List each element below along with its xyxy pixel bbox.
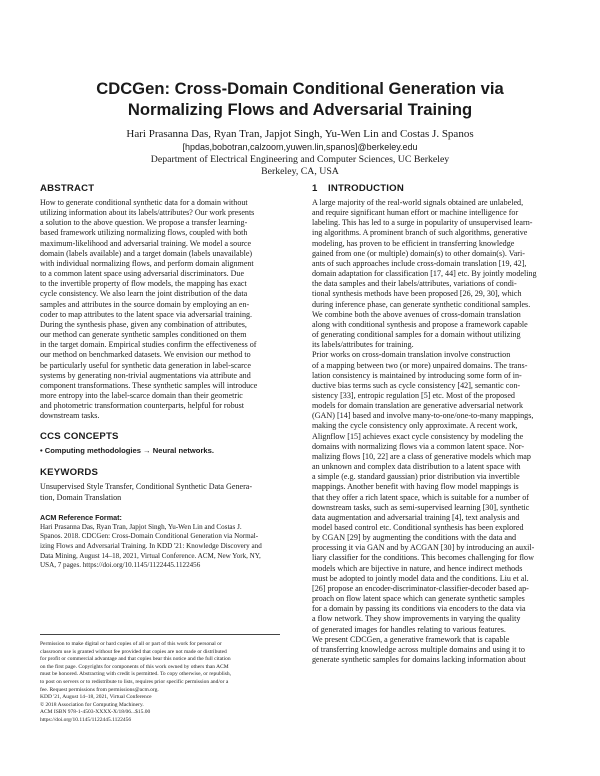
introduction-line: modeling, has proven to be efficient in transferring knowledge: [312, 238, 515, 248]
abstract-line: to the invertible property of flow models, the mapping has exact: [40, 279, 247, 289]
keywords-heading: KEYWORDS: [40, 467, 99, 479]
introduction-line: Alignflow [15] achieves exact cycle consistency by modeling the: [312, 431, 524, 441]
introduction-body: [312, 198, 572, 665]
introduction-line: data augmentation and adversarial training [4], text analysis and: [312, 512, 520, 522]
introduction-line: ductive bias terms such as cycle consistency [42], semantic con-: [312, 380, 521, 390]
abstract-line: downstream tasks.: [40, 411, 100, 421]
footnote-line: Permission to make digital or hard copies of all or part of this work for personal or: [40, 641, 222, 647]
introduction-line: a simple (e.g. standard gaussian) prior distribution via invertible: [312, 472, 520, 482]
introduction-line: of generated images for handles relating to various features.: [312, 624, 506, 634]
introduction-line: malizing flows [10, 22] are a class of generative models which map: [312, 451, 531, 461]
introduction-line: domain adaptation for classification [17, 44] etc. By jointly modeling: [312, 269, 537, 279]
abstract-body: [40, 198, 300, 421]
introduction-line: gained from one (or multiple) domain(s) to other domain(s). Vari-: [312, 248, 525, 258]
introduction-line: of a mapping between two (or more) unpaired domains. The trans-: [312, 360, 528, 370]
keywords-line: tion, Domain Translation: [40, 492, 122, 502]
introduction-line: lation consistency is maintained by introducing some form of in-: [312, 370, 522, 380]
acm-reference-heading: ACM Reference Format:: [40, 512, 122, 522]
acm-reference-line: USA, 7 pages. https://doi.org/10.1145/1122445.1122456: [40, 561, 201, 570]
abstract-line: our method can generate synthetic samples conditioned on them: [40, 330, 247, 340]
ccs-heading: CCS CONCEPTS: [40, 431, 119, 443]
footnote-line: must be honored. Abstracting with credit is permitted. To copy otherwise, or republish,: [40, 671, 232, 678]
affiliation: [40, 154, 560, 178]
abstract-line: maximum-likelihood and adversarial training. We model a source: [40, 238, 252, 248]
introduction-line: that they offer a rich latent space, which is suitable for a number of: [312, 492, 529, 502]
introduction-line: ants of such approaches include cross-domain translation [19, 42],: [312, 258, 527, 268]
footnote-line: KDD '21, August 14–18, 2021, Virtual Conference: [40, 694, 152, 701]
abstract-line: in the target domain. Empirical studies confirm the effectiveness of: [40, 340, 257, 350]
introduction-line: (GAN) [14] based and involve many-to-one/one-to-many mappings,: [312, 411, 534, 421]
abstract-line: a solution to the above question. We propose a transfer learning-: [40, 218, 248, 228]
abstract-line: cycle consistency. We also learn the joint distribution of the data: [40, 289, 248, 299]
introduction-line: its labels/attributes for training.: [312, 340, 414, 350]
abstract-line: samples and attributes in the source domain by employing an en-: [40, 299, 250, 309]
introduction-line: ing algorithms. A prominent branch of such algorithms, generative: [312, 228, 528, 238]
introduction-line: of generating conditional samples for a domain without utilizing: [312, 330, 521, 340]
footnote-line: for profit or commercial advantage and that copies bear this notice and the full citation: [40, 656, 231, 663]
affiliation-line-2: Berkeley, CA, USA: [261, 166, 339, 177]
section-title: INTRODUCTION: [328, 183, 404, 194]
footnote-line: classroom use is granted without fee provided that copies are not made or distributed: [40, 648, 227, 655]
acm-reference-body: [40, 523, 300, 571]
introduction-line: We combine both the above avenues of cross-domain translation: [312, 309, 521, 319]
ccs-item-text: • Computing methodologies → Neural networks.: [40, 446, 214, 456]
introduction-line: domains with normalizing flows via a common latent space. Nor-: [312, 441, 525, 451]
author-emails: [hpdas,bobotran,calzoom,yuwen.lin,spanos]@berkeley.edu: [182, 142, 418, 152]
paper-title: [40, 78, 560, 120]
introduction-line: an unknown and complex data distribution to a latent space with: [312, 462, 521, 472]
abstract-line: utilizing information about its labels/attributes? Our work presents: [40, 208, 255, 218]
introduction-line: liary classifier for the conditions. This becomes challenging for flow: [312, 553, 534, 563]
abstract-line: to a common latent space using adversarial discriminators. Due: [40, 269, 245, 279]
abstract-line: more entropy into the label-scarce domain than their geometric: [40, 390, 243, 400]
introduction-line: must be adopted to jointly model data and the conditions. Liu et al.: [312, 573, 529, 583]
footnote-line: © 2018 Association for Computing Machinery.: [40, 701, 144, 708]
introduction-line: models which are bijective in nature, and hence indirect methods: [312, 563, 523, 573]
abstract-line: systems by generating non-trivial augmentations via attribute and: [40, 370, 251, 380]
introduction-line: during inference phase, can generate synthetic conditional samples.: [312, 299, 531, 309]
footnote-line: fee. Request permissions from permissions@acm.org.: [40, 686, 159, 693]
abstract-line: During the synthesis phase, given any combination of attributes,: [40, 319, 247, 329]
introduction-line: We present CDCGen, a generative framework that is capable: [312, 634, 510, 644]
abstract-line: coder to map attributes to the latent space via adversarial training.: [40, 309, 253, 319]
affiliation-line-1: Department of Electrical Engineering and Computer Sciences, UC Berkeley: [150, 154, 450, 165]
introduction-line: processing it via GAN and by ACGAN [30] by introducing an auxil-: [312, 543, 535, 553]
footnote-line: ACM ISBN 978-1-4503-XXXX-X/18/06...$15.00: [40, 709, 151, 716]
keywords-line: Unsupervised Style Transfer, Conditional Synthetic Data Genera-: [40, 482, 253, 492]
introduction-line: a flow network. They show improvements in varying the quality: [312, 614, 521, 624]
introduction-line: making the cycle consistency only approximate. A recent work,: [312, 421, 518, 431]
acm-reference-line: Spanos. 2018. CDCGen: Cross-Domain Conditional Generation via Normal-: [40, 532, 259, 541]
introduction-line: generate synthetic samples for domains lacking information about: [312, 655, 526, 665]
introduction-line: [26] propose an encoder-discriminator-classifier-decoder based ap-: [312, 583, 529, 593]
footnote-line: to post on servers or to redistribute to lists, requires prior specific permission and/or a: [40, 678, 229, 685]
introduction-line: and require significant human effort or machine intelligence for: [312, 208, 519, 218]
introduction-line: proach on flow latent space which can generate synthetic samples: [312, 594, 525, 604]
introduction-line: the data samples and their labels/attributes, variations of condi-: [312, 279, 517, 289]
introduction-line: sistency [33], entropic regulation [5] etc. Most of the proposed: [312, 390, 515, 400]
introduction-line: for a domain by passing its conditions via encoders to the data via: [312, 604, 526, 614]
acm-reference-line: Data Mining, August 14–18, 2021, Virtual Conference. ACM, New York, NY,: [40, 551, 261, 560]
introduction-line: mappings. Another benefit with having flow model mappings is: [312, 482, 519, 492]
acm-reference-line: Hari Prasanna Das, Ryan Tran, Japjot Singh, Yu-Wen Lin and Costas J.: [40, 522, 242, 531]
keywords-body: [40, 482, 300, 502]
abstract-line: component transformations. These synthetic samples will introduce: [40, 380, 258, 390]
introduction-heading: [312, 183, 572, 195]
introduction-line: downstream tasks, such as semi-supervised learning [30], synthetic: [312, 502, 530, 512]
left-column: [40, 183, 300, 571]
abstract-line: be particularly useful for synthetic data generation in label-scarce: [40, 360, 251, 370]
introduction-line: models for domain translation are generative adversarial network: [312, 401, 524, 411]
acm-reference-line: izing Flows and Adversarial Training. In KDD '21: Knowledge Discovery and: [40, 541, 262, 550]
introduction-line: along with conditional synthesis and propose a framework capable: [312, 319, 528, 329]
right-column: [312, 183, 572, 665]
introduction-line: A large majority of the real-world signals obtained are unlabeled,: [312, 198, 524, 207]
abstract-line: with individual normalizing flows, and perform domain alignment: [40, 258, 254, 268]
introduction-line: labeling. This has led to a surge in popularity of unsupervised learn-: [312, 218, 533, 228]
abstract-line: our method on benchmarked datasets. We envision our method to: [40, 350, 251, 360]
ccs-item: [40, 446, 300, 456]
author-list: Hari Prasanna Das, Ryan Tran, Japjot Singh, Yu-Wen Lin and Costas J. Spanos: [126, 128, 474, 140]
introduction-line: by CGAN [29] by augmenting the conditions with the data and: [312, 533, 517, 543]
abstract-line: domain (labels available) and a target domain (labels unavailable): [40, 248, 253, 258]
section-number: 1: [312, 183, 318, 194]
introduction-line: model based control etc. Conditional synthesis has been explored: [312, 523, 524, 532]
abstract-line: and photometric transformation counterparts, helpful for robust: [40, 401, 245, 411]
introduction-line: of transferring knowledge across multiple domains and using it to: [312, 644, 525, 654]
title-line-1: CDCGen: Cross-Domain Conditional Generation via: [96, 79, 504, 98]
copyright-footnote: [40, 634, 280, 725]
introduction-line: Prior works on cross-domain translation involve construction: [312, 350, 511, 360]
footnote-line: https://doi.org/10.1145/1122445.1122456: [40, 716, 132, 723]
introduction-line: tional synthesis methods have been proposed [26, 29, 30], which: [312, 289, 522, 299]
title-line-2: Normalizing Flows and Adversarial Training: [127, 100, 473, 119]
abstract-heading: ABSTRACT: [40, 183, 95, 194]
footnote-line: on the first page. Copyrights for components of this work owned by others than ACM: [40, 663, 229, 670]
abstract-line: based framework utilizing normalizing flows, coupled with both: [40, 228, 248, 238]
abstract-line: How to generate conditional synthetic data for a domain without: [40, 198, 248, 207]
